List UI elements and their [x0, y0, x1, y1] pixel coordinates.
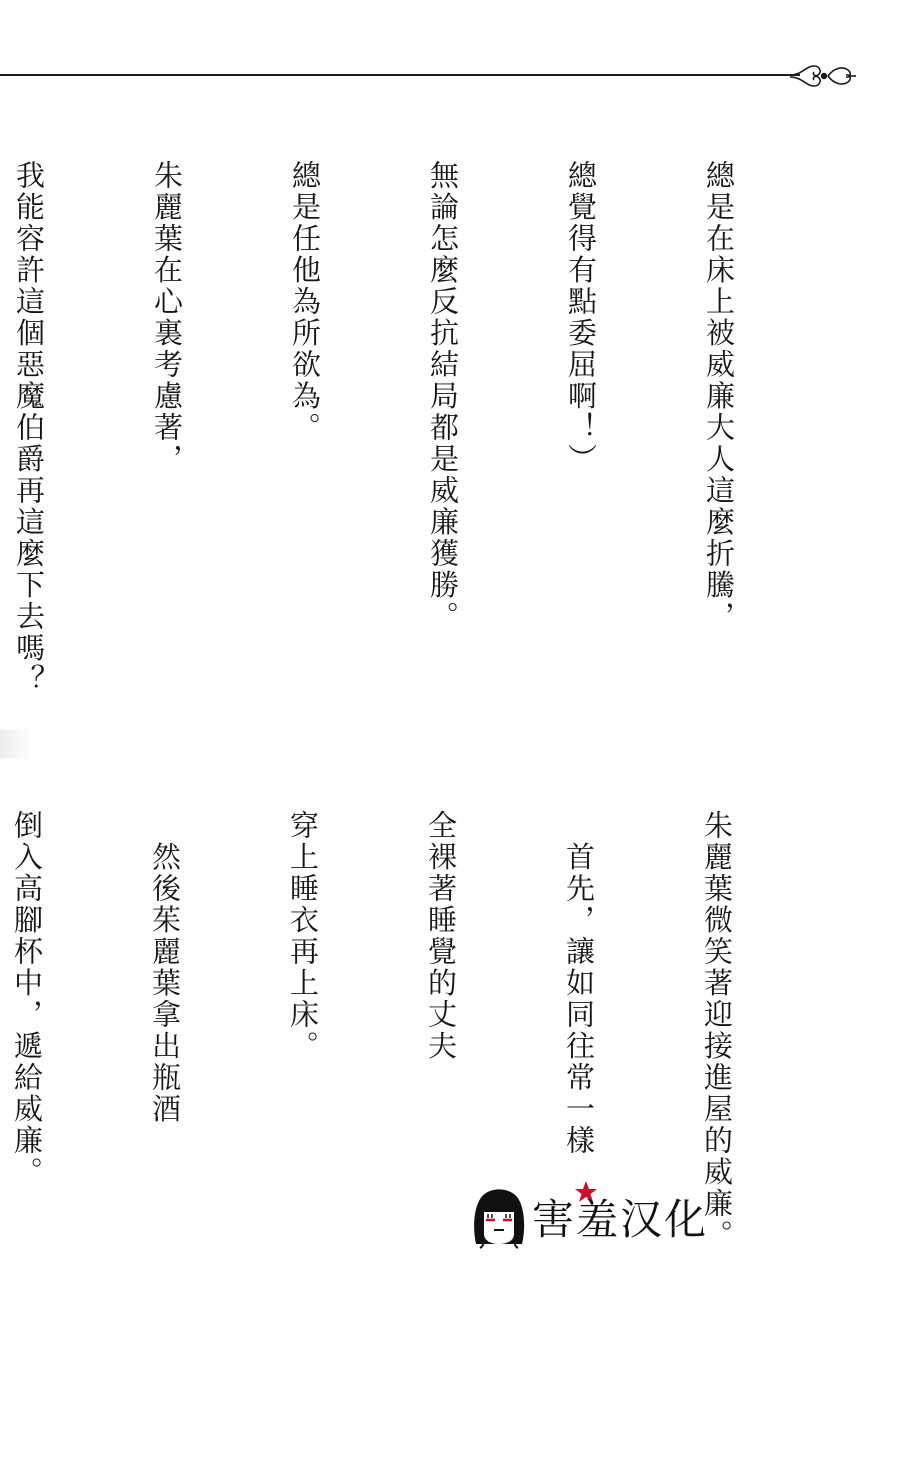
text-line: 首先，讓如同往常一樣	[562, 810, 596, 1157]
text-line: 朱麗葉微笑著迎接進屋的威廉。	[700, 810, 734, 1251]
text-line: 穿上睡衣再上床。	[286, 810, 320, 1062]
flourish-ornament-icon	[788, 60, 858, 94]
girl-face-icon	[470, 1186, 528, 1250]
header-rule	[0, 74, 800, 76]
text-line: 我能容許這個惡魔伯爵再這麼下去嗎？	[12, 160, 46, 696]
text-line: 總是任他為所欲為。	[288, 160, 322, 444]
text-line: 無論怎麼反抗結局都是威廉獲勝。	[426, 160, 460, 633]
logo-text: 害羞汉化	[532, 1195, 709, 1244]
upper-text-block	[0, 160, 834, 696]
text-line: 朱麗葉在心裏考慮著，	[150, 160, 184, 475]
text-line: 總是在床上被威廉大人這麼折騰，	[702, 160, 736, 633]
text-line: 然後茱麗葉拿出瓶酒	[148, 810, 182, 1125]
scan-smudge	[0, 730, 30, 758]
scanlation-logo	[470, 1180, 710, 1260]
text-line: 全裸著睡覺的丈夫	[424, 810, 458, 1062]
text-line: 倒入高腳杯中，遞給威廉。	[10, 810, 44, 1188]
text-line: 總覺得有點委屈啊！）	[564, 160, 598, 475]
